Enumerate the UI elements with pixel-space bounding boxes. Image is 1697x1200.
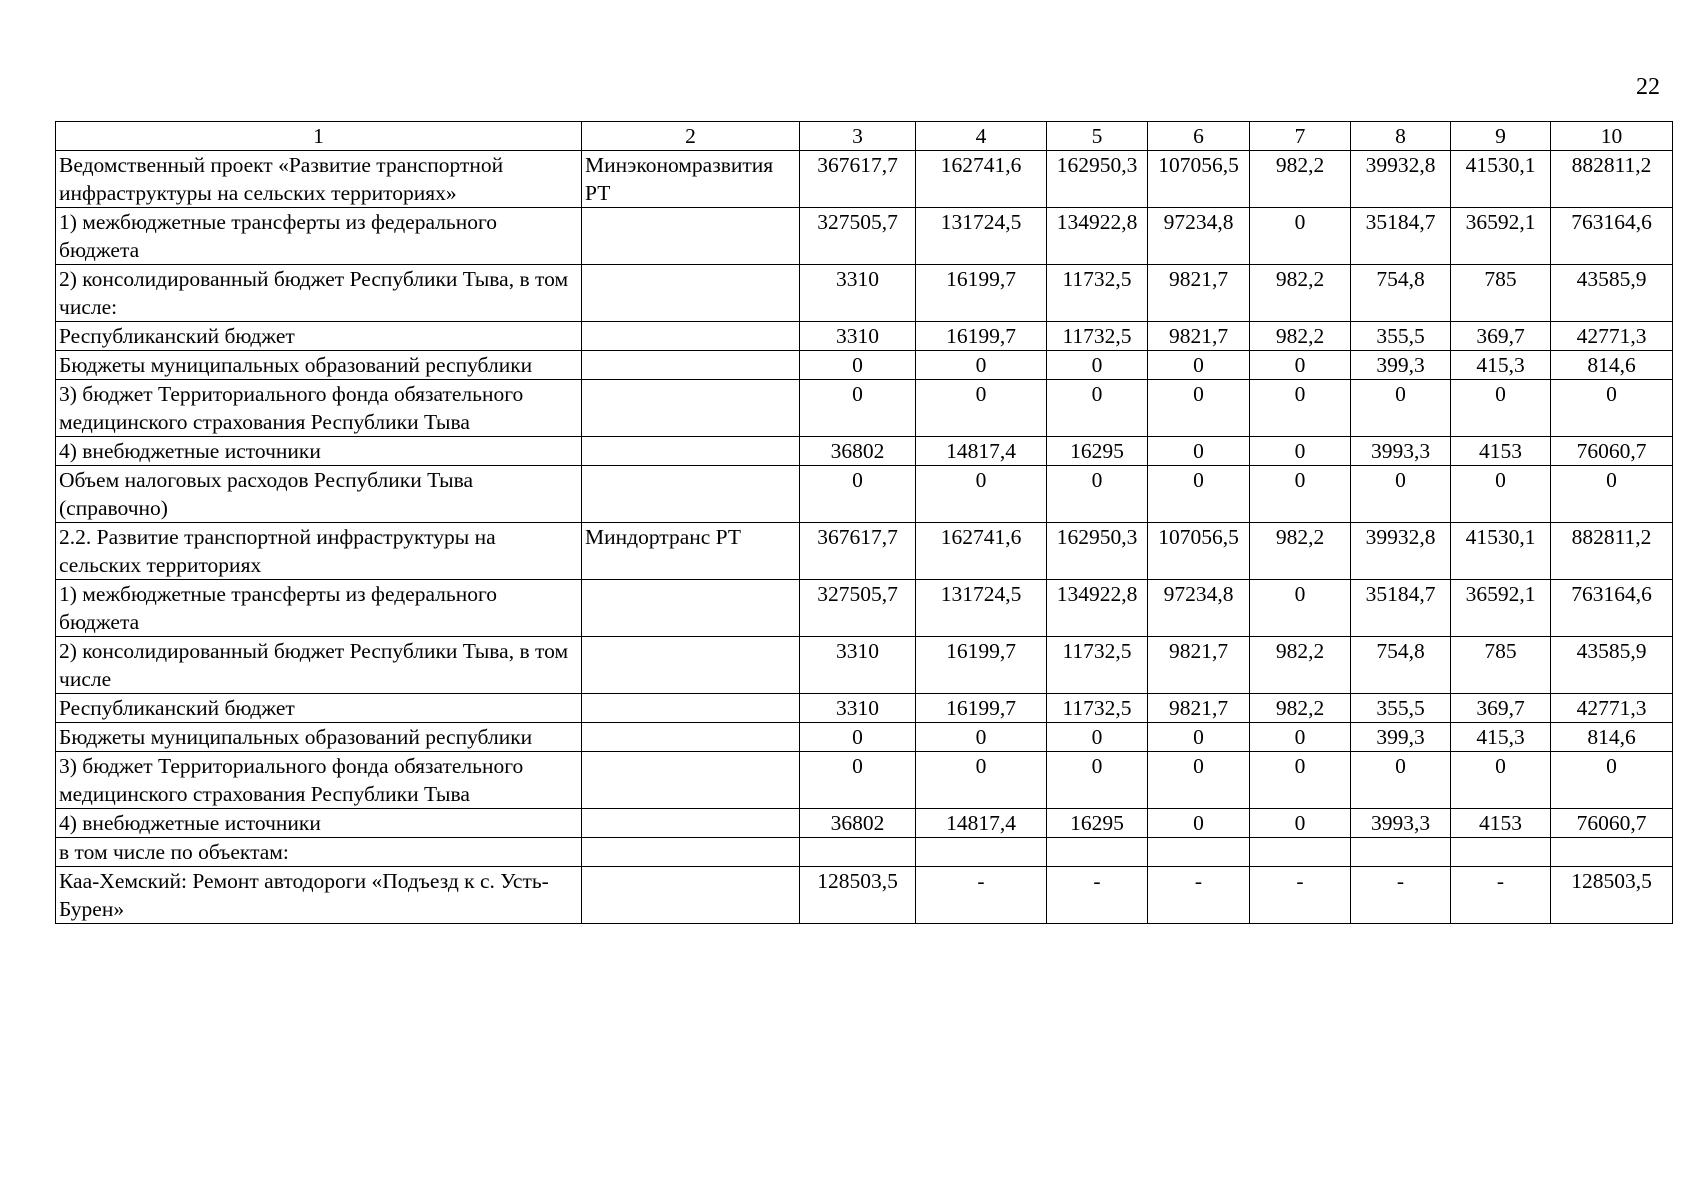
table-row xyxy=(56,523,1673,580)
value-cell-col-9: 0 xyxy=(1451,466,1551,523)
value-cell-col-7: - xyxy=(1250,867,1351,924)
value-cell-col-5: 134922,8 xyxy=(1047,208,1148,265)
column-header: 1 xyxy=(56,122,582,151)
value-cell-col-6: 9821,7 xyxy=(1148,265,1250,322)
value-cell-col-8: 39932,8 xyxy=(1351,523,1451,580)
value-cell-col-10: 128503,5 xyxy=(1551,867,1673,924)
value-cell-col-3: 128503,5 xyxy=(800,867,916,924)
responsible-executor xyxy=(582,322,800,351)
value-cell-col-7: 982,2 xyxy=(1250,523,1351,580)
value-cell-col-6: 107056,5 xyxy=(1148,523,1250,580)
value-cell-col-6: 97234,8 xyxy=(1148,208,1250,265)
responsible-executor xyxy=(582,867,800,924)
value-cell-col-10: 814,6 xyxy=(1551,723,1673,752)
value-cell-col-10: 76060,7 xyxy=(1551,809,1673,838)
table-row xyxy=(56,380,1673,437)
value-cell-col-10: 882811,2 xyxy=(1551,151,1673,208)
value-cell-col-9: - xyxy=(1451,867,1551,924)
value-cell-col-4: 16199,7 xyxy=(916,322,1047,351)
value-cell-col-3: 3310 xyxy=(800,322,916,351)
value-cell-col-7: 982,2 xyxy=(1250,151,1351,208)
value-cell-col-9 xyxy=(1451,838,1551,867)
value-cell-col-6: 97234,8 xyxy=(1148,580,1250,637)
value-cell-col-6: 107056,5 xyxy=(1148,151,1250,208)
value-cell-col-9: 785 xyxy=(1451,637,1551,694)
value-cell-col-5: 162950,3 xyxy=(1047,523,1148,580)
value-cell-col-8: 754,8 xyxy=(1351,265,1451,322)
column-header: 7 xyxy=(1250,122,1351,151)
value-cell-col-5: 11732,5 xyxy=(1047,694,1148,723)
responsible-executor xyxy=(582,380,800,437)
value-cell-col-4: 131724,5 xyxy=(916,580,1047,637)
value-cell-col-4: 0 xyxy=(916,351,1047,380)
value-cell-col-8: 399,3 xyxy=(1351,723,1451,752)
value-cell-col-7 xyxy=(1250,838,1351,867)
value-cell-col-7: 0 xyxy=(1250,723,1351,752)
value-cell-col-4: 162741,6 xyxy=(916,151,1047,208)
value-cell-col-3: 0 xyxy=(800,351,916,380)
value-cell-col-5: 0 xyxy=(1047,351,1148,380)
value-cell-col-9: 4153 xyxy=(1451,809,1551,838)
responsible-executor xyxy=(582,752,800,809)
header-row xyxy=(56,122,1673,151)
value-cell-col-9: 36592,1 xyxy=(1451,208,1551,265)
responsible-executor xyxy=(582,580,800,637)
value-cell-col-3: 36802 xyxy=(800,809,916,838)
value-cell-col-3: 36802 xyxy=(800,437,916,466)
value-cell-col-7: 982,2 xyxy=(1250,265,1351,322)
value-cell-col-4 xyxy=(916,838,1047,867)
value-cell-col-5: 16295 xyxy=(1047,809,1148,838)
value-cell-col-10: 43585,9 xyxy=(1551,265,1673,322)
table-row xyxy=(56,580,1673,637)
value-cell-col-8: 0 xyxy=(1351,466,1451,523)
value-cell-col-5 xyxy=(1047,838,1148,867)
value-cell-col-5: 134922,8 xyxy=(1047,580,1148,637)
row-label: 4) внебюджетные источники xyxy=(56,809,582,838)
value-cell-col-7: 0 xyxy=(1250,580,1351,637)
value-cell-col-5: 11732,5 xyxy=(1047,637,1148,694)
table-row xyxy=(56,151,1673,208)
value-cell-col-9: 4153 xyxy=(1451,437,1551,466)
value-cell-col-10: 882811,2 xyxy=(1551,523,1673,580)
value-cell-col-7: 0 xyxy=(1250,466,1351,523)
value-cell-col-6: 9821,7 xyxy=(1148,694,1250,723)
value-cell-col-6: 0 xyxy=(1148,380,1250,437)
value-cell-col-6: 0 xyxy=(1148,466,1250,523)
value-cell-col-10: 42771,3 xyxy=(1551,694,1673,723)
table-row xyxy=(56,637,1673,694)
value-cell-col-10 xyxy=(1551,838,1673,867)
value-cell-col-8: 3993,3 xyxy=(1351,437,1451,466)
row-label: Бюджеты муниципальных образований республики xyxy=(56,723,582,752)
row-label: 1) межбюджетные трансферты из федерального бюджета xyxy=(56,580,582,637)
value-cell-col-6: 0 xyxy=(1148,437,1250,466)
responsible-executor: Минэкономразвития РТ xyxy=(582,151,800,208)
row-label: 2) консолидированный бюджет Республики Тыва, в том числе xyxy=(56,637,582,694)
value-cell-col-8 xyxy=(1351,838,1451,867)
value-cell-col-8: 39932,8 xyxy=(1351,151,1451,208)
value-cell-col-5: 11732,5 xyxy=(1047,322,1148,351)
responsible-executor xyxy=(582,838,800,867)
value-cell-col-4: 16199,7 xyxy=(916,637,1047,694)
value-cell-col-5: 0 xyxy=(1047,466,1148,523)
value-cell-col-8: 0 xyxy=(1351,380,1451,437)
value-cell-col-5: 16295 xyxy=(1047,437,1148,466)
value-cell-col-4: 14817,4 xyxy=(916,437,1047,466)
value-cell-col-9: 415,3 xyxy=(1451,723,1551,752)
value-cell-col-3: 0 xyxy=(800,380,916,437)
value-cell-col-3 xyxy=(800,838,916,867)
value-cell-col-8: 0 xyxy=(1351,752,1451,809)
value-cell-col-6: 0 xyxy=(1148,809,1250,838)
value-cell-col-3: 0 xyxy=(800,466,916,523)
value-cell-col-6 xyxy=(1148,838,1250,867)
value-cell-col-7: 0 xyxy=(1250,752,1351,809)
table-row xyxy=(56,437,1673,466)
value-cell-col-6: 9821,7 xyxy=(1148,637,1250,694)
value-cell-col-8: 355,5 xyxy=(1351,322,1451,351)
responsible-executor xyxy=(582,723,800,752)
table-row xyxy=(56,809,1673,838)
responsible-executor: Миндортранс РТ xyxy=(582,523,800,580)
row-label: Объем налоговых расходов Республики Тыва (справочно) xyxy=(56,466,582,523)
table-row xyxy=(56,351,1673,380)
row-label: 4) внебюджетные источники xyxy=(56,437,582,466)
value-cell-col-5: 11732,5 xyxy=(1047,265,1148,322)
value-cell-col-4: 0 xyxy=(916,752,1047,809)
budget-table xyxy=(55,121,1673,924)
value-cell-col-4: 162741,6 xyxy=(916,523,1047,580)
responsible-executor xyxy=(582,694,800,723)
value-cell-col-10: 42771,3 xyxy=(1551,322,1673,351)
value-cell-col-5: 0 xyxy=(1047,380,1148,437)
value-cell-col-8: - xyxy=(1351,867,1451,924)
column-header: 9 xyxy=(1451,122,1551,151)
table-row xyxy=(56,752,1673,809)
value-cell-col-7: 0 xyxy=(1250,351,1351,380)
value-cell-col-6: 9821,7 xyxy=(1148,322,1250,351)
value-cell-col-10: 76060,7 xyxy=(1551,437,1673,466)
value-cell-col-10: 814,6 xyxy=(1551,351,1673,380)
value-cell-col-3: 3310 xyxy=(800,637,916,694)
value-cell-col-9: 41530,1 xyxy=(1451,151,1551,208)
value-cell-col-5: 162950,3 xyxy=(1047,151,1148,208)
column-header: 5 xyxy=(1047,122,1148,151)
value-cell-col-6: - xyxy=(1148,867,1250,924)
value-cell-col-9: 415,3 xyxy=(1451,351,1551,380)
value-cell-col-9: 41530,1 xyxy=(1451,523,1551,580)
value-cell-col-5: 0 xyxy=(1047,723,1148,752)
value-cell-col-3: 0 xyxy=(800,752,916,809)
value-cell-col-4: 0 xyxy=(916,380,1047,437)
responsible-executor xyxy=(582,351,800,380)
value-cell-col-10: 763164,6 xyxy=(1551,208,1673,265)
value-cell-col-7: 982,2 xyxy=(1250,322,1351,351)
responsible-executor xyxy=(582,265,800,322)
value-cell-col-4: 16199,7 xyxy=(916,694,1047,723)
responsible-executor xyxy=(582,466,800,523)
row-label: Республиканский бюджет xyxy=(56,322,582,351)
value-cell-col-3: 3310 xyxy=(800,265,916,322)
table-row xyxy=(56,723,1673,752)
table-row xyxy=(56,838,1673,867)
value-cell-col-10: 43585,9 xyxy=(1551,637,1673,694)
value-cell-col-5: 0 xyxy=(1047,752,1148,809)
table-row xyxy=(56,694,1673,723)
value-cell-col-4: 14817,4 xyxy=(916,809,1047,838)
value-cell-col-7: 982,2 xyxy=(1250,694,1351,723)
value-cell-col-4: 131724,5 xyxy=(916,208,1047,265)
row-label: 3) бюджет Территориального фонда обязательного медицинского страхования Республики Тыва xyxy=(56,752,582,809)
value-cell-col-8: 35184,7 xyxy=(1351,208,1451,265)
value-cell-col-8: 399,3 xyxy=(1351,351,1451,380)
value-cell-col-4: 0 xyxy=(916,466,1047,523)
value-cell-col-9: 36592,1 xyxy=(1451,580,1551,637)
column-header: 6 xyxy=(1148,122,1250,151)
value-cell-col-9: 0 xyxy=(1451,752,1551,809)
value-cell-col-4: - xyxy=(916,867,1047,924)
column-header: 8 xyxy=(1351,122,1451,151)
value-cell-col-8: 754,8 xyxy=(1351,637,1451,694)
value-cell-col-10: 0 xyxy=(1551,380,1673,437)
value-cell-col-9: 369,7 xyxy=(1451,694,1551,723)
table-row xyxy=(56,322,1673,351)
value-cell-col-8: 3993,3 xyxy=(1351,809,1451,838)
value-cell-col-8: 35184,7 xyxy=(1351,580,1451,637)
row-label: Ведомственный проект «Развитие транспортной инфраструктуры на сельских территориях» xyxy=(56,151,582,208)
row-label: Бюджеты муниципальных образований республики xyxy=(56,351,582,380)
value-cell-col-9: 785 xyxy=(1451,265,1551,322)
value-cell-col-6: 0 xyxy=(1148,723,1250,752)
responsible-executor xyxy=(582,437,800,466)
value-cell-col-8: 355,5 xyxy=(1351,694,1451,723)
value-cell-col-6: 0 xyxy=(1148,752,1250,809)
value-cell-col-7: 0 xyxy=(1250,437,1351,466)
column-header: 3 xyxy=(800,122,916,151)
value-cell-col-7: 982,2 xyxy=(1250,637,1351,694)
value-cell-col-10: 763164,6 xyxy=(1551,580,1673,637)
column-header: 4 xyxy=(916,122,1047,151)
responsible-executor xyxy=(582,809,800,838)
column-header: 10 xyxy=(1551,122,1673,151)
value-cell-col-3: 0 xyxy=(800,723,916,752)
page-number: 22 xyxy=(1636,74,1660,100)
responsible-executor xyxy=(582,208,800,265)
value-cell-col-10: 0 xyxy=(1551,752,1673,809)
row-label: 3) бюджет Территориального фонда обязательного медицинского страхования Республики Тыва xyxy=(56,380,582,437)
row-label: 2.2. Развитие транспортной инфраструктуры на сельских территориях xyxy=(56,523,582,580)
table-row xyxy=(56,208,1673,265)
value-cell-col-5: - xyxy=(1047,867,1148,924)
value-cell-col-4: 0 xyxy=(916,723,1047,752)
value-cell-col-7: 0 xyxy=(1250,809,1351,838)
value-cell-col-6: 0 xyxy=(1148,351,1250,380)
value-cell-col-7: 0 xyxy=(1250,208,1351,265)
value-cell-col-10: 0 xyxy=(1551,466,1673,523)
column-header: 2 xyxy=(582,122,800,151)
row-label: в том числе по объектам: xyxy=(56,838,582,867)
value-cell-col-4: 16199,7 xyxy=(916,265,1047,322)
value-cell-col-9: 369,7 xyxy=(1451,322,1551,351)
value-cell-col-7: 0 xyxy=(1250,380,1351,437)
value-cell-col-3: 327505,7 xyxy=(800,580,916,637)
table-row xyxy=(56,265,1673,322)
row-label: 2) консолидированный бюджет Республики Тыва, в том числе: xyxy=(56,265,582,322)
value-cell-col-3: 3310 xyxy=(800,694,916,723)
row-label: 1) межбюджетные трансферты из федерального бюджета xyxy=(56,208,582,265)
row-label: Каа-Хемский: Ремонт автодороги «Подъезд к с. Усть-Бурен» xyxy=(56,867,582,924)
responsible-executor xyxy=(582,637,800,694)
value-cell-col-3: 367617,7 xyxy=(800,523,916,580)
value-cell-col-9: 0 xyxy=(1451,380,1551,437)
table-row xyxy=(56,466,1673,523)
table-row xyxy=(56,867,1673,924)
row-label: Республиканский бюджет xyxy=(56,694,582,723)
value-cell-col-3: 367617,7 xyxy=(800,151,916,208)
value-cell-col-3: 327505,7 xyxy=(800,208,916,265)
